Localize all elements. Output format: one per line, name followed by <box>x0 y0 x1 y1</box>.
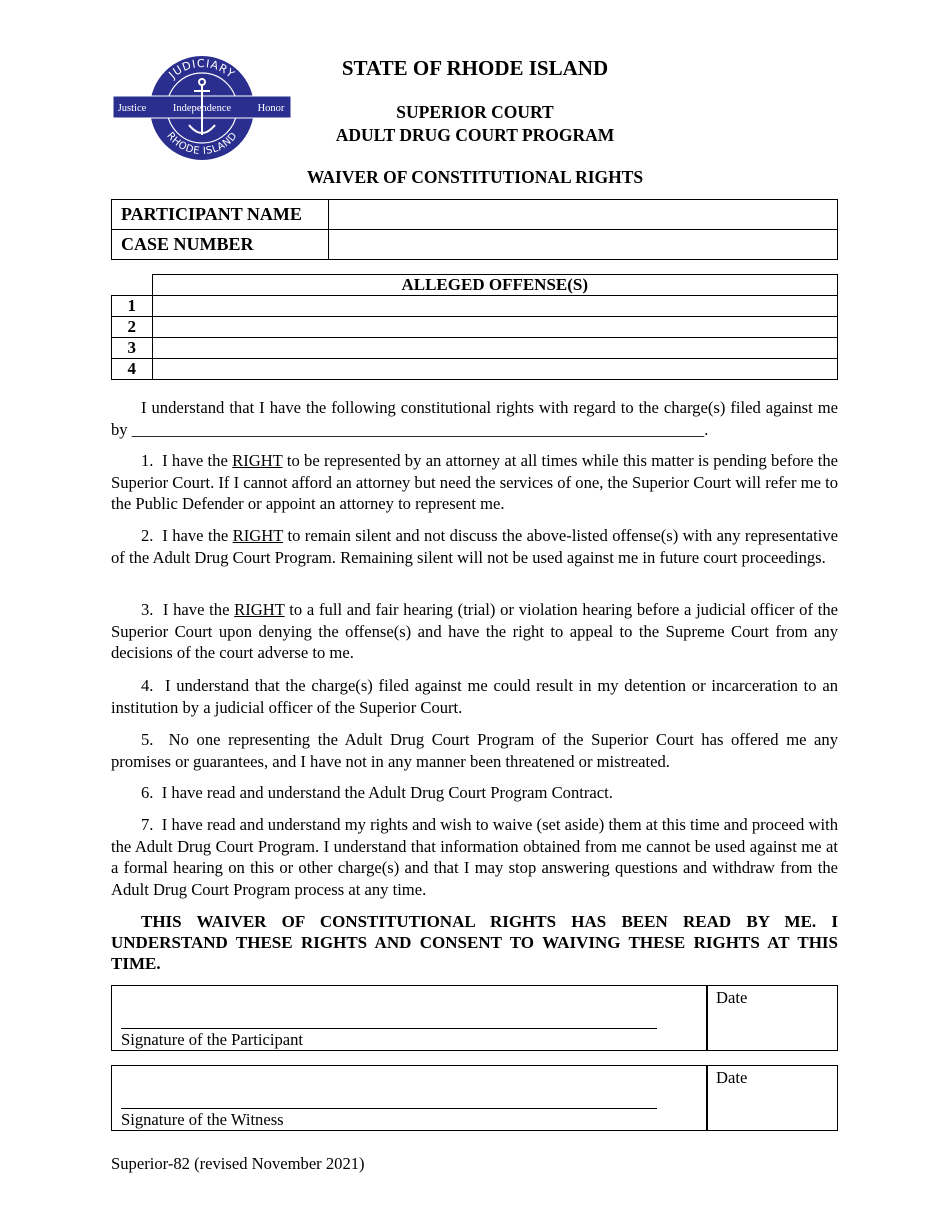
right-item-1 <box>111 450 838 515</box>
right-number: 3. <box>141 600 154 619</box>
participant-info-table <box>111 199 838 260</box>
form-title: WAIVER OF CONSTITUTIONAL RIGHTS <box>306 167 644 187</box>
offense-row-number: 4 <box>112 359 153 380</box>
intro-text: I understand that I have the following constitutional rights with regard to the charge(s) filed against me by <box>111 398 838 439</box>
intro-paragraph <box>111 397 838 440</box>
divider <box>706 986 708 1050</box>
right-prefix: I have the <box>162 600 235 619</box>
participant-signature-box <box>111 985 838 1051</box>
svg-text:Justice: Justice <box>117 103 147 114</box>
offense-row-number: 1 <box>112 296 153 317</box>
state-title: STATE OF RHODE ISLAND <box>341 56 609 80</box>
witness-date-label: Date <box>716 1068 748 1087</box>
blank-corner <box>112 275 153 296</box>
right-emphasis: RIGHT <box>234 600 285 619</box>
right-item-2 <box>111 525 838 568</box>
case-number-label: CASE NUMBER <box>112 230 329 260</box>
offense-field[interactable] <box>152 296 838 317</box>
offense-field[interactable] <box>152 359 838 380</box>
witness-signature-line[interactable] <box>121 1108 657 1109</box>
offense-field[interactable] <box>152 317 838 338</box>
divider <box>706 1066 708 1130</box>
right-number: 4. <box>141 676 154 695</box>
court-title: SUPERIOR COURT <box>396 102 554 122</box>
offense-row-number: 3 <box>112 338 153 359</box>
participant-signature-line[interactable] <box>121 1028 657 1029</box>
right-item-3 <box>111 599 838 664</box>
offense-field[interactable] <box>152 338 838 359</box>
right-prefix: I have the <box>162 526 233 545</box>
case-number-field[interactable] <box>329 230 838 260</box>
right-item-7 <box>111 814 838 900</box>
right-text: I have read and understand my rights and wish to waive (set aside) them at this time and proceed with the Adult Drug Court Program. I understand that information obtained from me cannot be used against me at a formal hearing on this or other charge(s) and that I may stop answering questions and withdraw from the Adult Drug Court Program process at any time. <box>111 815 838 899</box>
right-number: 2. <box>141 526 154 545</box>
witness-signature-box <box>111 1065 838 1131</box>
svg-text:JUDICIARY: JUDICIARY <box>166 56 238 82</box>
consent-statement <box>111 911 838 974</box>
right-text: to remain silent and not discuss the above-listed offense(s) with any representative of the Adult Drug Court Program. Remaining silent will not be used against me in future court proceedings. <box>111 526 838 567</box>
right-number: 5. <box>141 730 154 749</box>
form-footer: Superior-82 (revised November 2021) <box>111 1154 365 1173</box>
svg-text:Independence: Independence <box>172 103 232 114</box>
right-emphasis: RIGHT <box>232 451 283 470</box>
right-text: I understand that the charge(s) filed against me could result in my detention or incarceration to an institution by a judicial officer of the Superior Court. <box>111 676 838 717</box>
participant-name-label: PARTICIPANT NAME <box>112 200 329 230</box>
offense-row-number: 2 <box>112 317 153 338</box>
right-item-4 <box>111 675 838 718</box>
offenses-header: ALLEGED OFFENSE(S) <box>152 275 838 296</box>
right-text: I have read and understand the Adult Drug Court Program Contract. <box>161 783 613 802</box>
right-item-5 <box>111 729 838 772</box>
right-prefix: I have the <box>162 451 233 470</box>
right-text: to a full and fair hearing (trial) or violation hearing before a judicial officer of the Superior Court upon denying the offense(s) and have the right to appeal to the Supreme Court from any decisions of the court adverse to me. <box>111 600 838 662</box>
program-title: ADULT DRUG COURT PROGRAM <box>335 125 615 145</box>
witness-signature-label: Signature of the Witness <box>121 1110 284 1129</box>
right-number: 7. <box>141 815 154 834</box>
participant-signature-label: Signature of the Participant <box>121 1030 304 1049</box>
right-emphasis: RIGHT <box>232 526 284 545</box>
consent-text: THIS WAIVER OF CONSTITUTIONAL RIGHTS HAS BEEN READ BY ME. I UNDERSTAND THESE RIGHTS AND CONSENT TO WAIVING THESE RIGHTS AT THIS TIME. <box>111 912 838 973</box>
filed-by-blank[interactable]: _____________________________________________________________________. <box>127 419 709 439</box>
right-number: 1. <box>141 451 154 470</box>
right-text: No one representing the Adult Drug Court Program of the Superior Court has offered me any promises or guarantees, and I have not in any manner been threatened or mistreated. <box>111 730 839 771</box>
participant-name-field[interactable] <box>329 200 838 230</box>
alleged-offenses-table <box>111 274 838 380</box>
svg-text:RHODE ISLAND: RHODE ISLAND <box>164 130 240 158</box>
right-item-6 <box>111 782 838 804</box>
svg-text:Honor: Honor <box>257 103 285 114</box>
right-text: to be represented by an attorney at all times while this matter is pending before the Superior Court. If I cannot afford an attorney but need the services of one, the Superior Court will refer me to the Public Defender or appoint an attorney to represent me. <box>111 451 839 513</box>
participant-date-label: Date <box>716 988 748 1007</box>
right-number: 6. <box>141 783 154 802</box>
